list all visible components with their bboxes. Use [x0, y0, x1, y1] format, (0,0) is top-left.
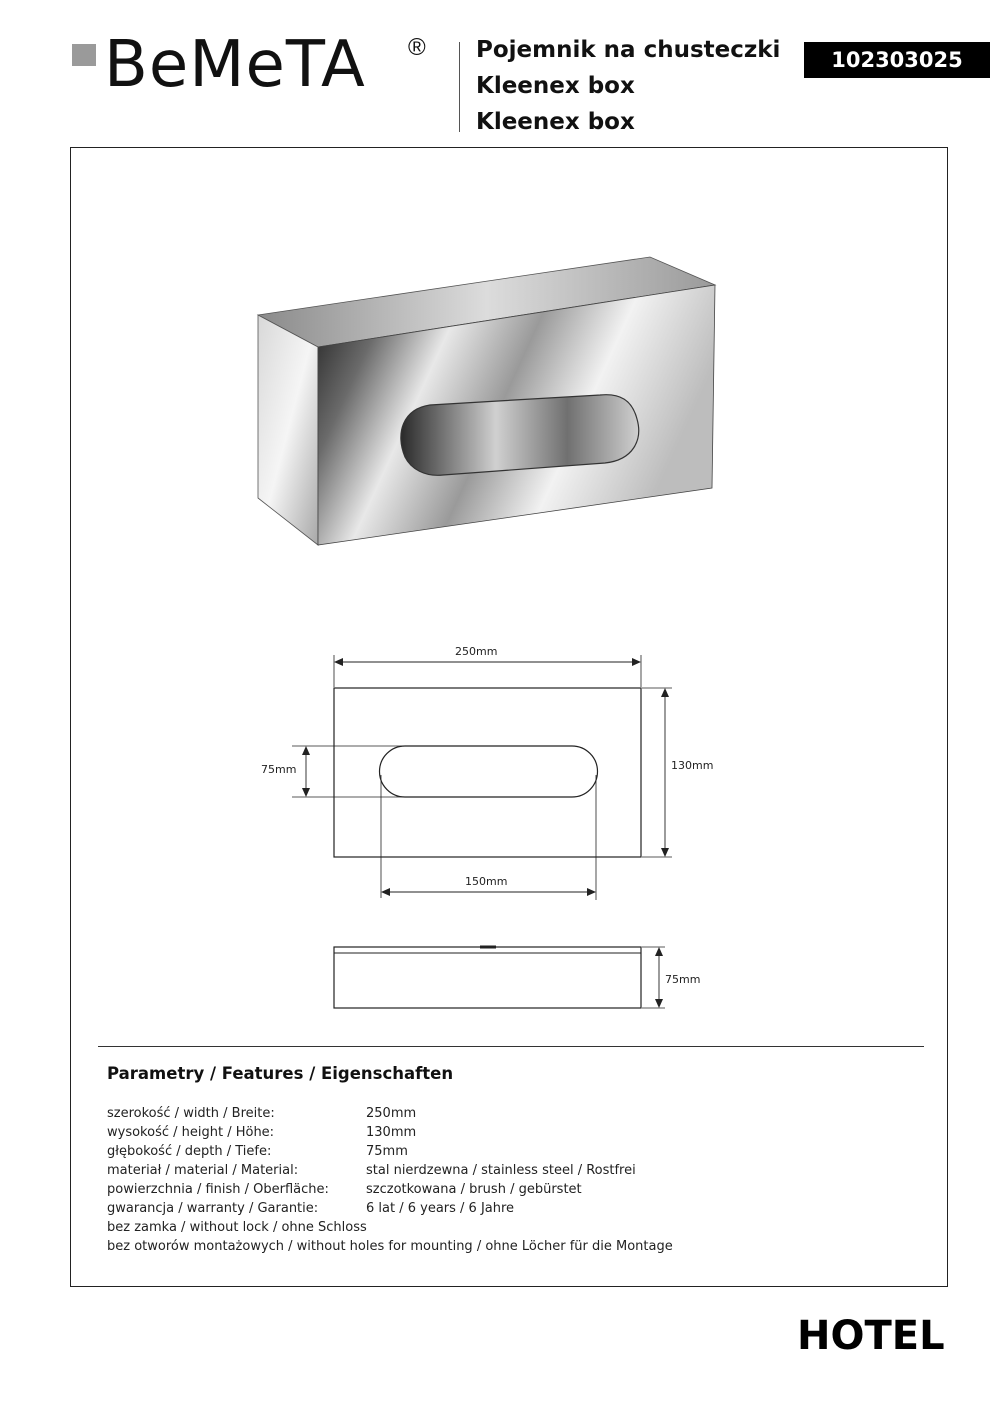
- spec-row-depth: [107, 1142, 408, 1161]
- spec-row-warranty: [107, 1199, 515, 1218]
- features-heading: Parametry / Features / Eigenschaften: [107, 1064, 454, 1083]
- spec-note-lock: bez zamka / without lock / ohne Schloss: [107, 1220, 367, 1235]
- spec-label: wysokość / height / Höhe:: [107, 1125, 275, 1140]
- width-dimension-label: 250mm: [455, 645, 498, 658]
- title-polish: Pojemnik na chusteczki: [476, 37, 781, 63]
- opening-height-label: 75mm: [261, 763, 297, 776]
- spec-row-finish: [107, 1180, 582, 1199]
- spec-label: głębokość / depth / Tiefe:: [107, 1144, 272, 1159]
- slot-outline: [380, 746, 598, 797]
- spec-row-material: [107, 1161, 636, 1180]
- spec-row-height: [107, 1123, 417, 1142]
- spec-value: 6 lat / 6 years / 6 Jahre: [366, 1201, 515, 1216]
- spec-label: gwarancja / warranty / Garantie:: [107, 1201, 319, 1216]
- spec-note-mounting: bez otworów montażowych / without holes for mounting / ohne Löcher für die Montage: [107, 1239, 673, 1254]
- spec-label: powierzchnia / finish / Oberfläche:: [107, 1182, 329, 1197]
- spec-value: stal nierdzewna / stainless steel / Rostfrei: [366, 1163, 636, 1178]
- depth-dimension-label: 75mm: [665, 973, 701, 986]
- spec-value: szczotkowana / brush / gebürstet: [366, 1182, 582, 1197]
- brand-logo: BeMeTA: [104, 28, 366, 102]
- title-english: Kleenex box: [476, 73, 635, 99]
- spec-label: szerokość / width / Breite:: [107, 1106, 275, 1121]
- product-code: 102303025: [804, 42, 990, 78]
- spec-label: materiał / material / Material:: [107, 1163, 299, 1178]
- title-german: Kleenex box: [476, 109, 635, 135]
- spec-value: 75mm: [366, 1144, 408, 1159]
- height-dimension-label: 130mm: [671, 759, 714, 772]
- spec-row-width: [107, 1104, 417, 1123]
- spec-value: 130mm: [366, 1125, 417, 1140]
- features-divider: [98, 1046, 924, 1047]
- spec-value: 250mm: [366, 1106, 417, 1121]
- registered-mark: ®: [408, 34, 426, 61]
- side-view-outline: [334, 947, 641, 1008]
- opening-width-label: 150mm: [465, 875, 508, 888]
- category-label: HOTEL: [797, 1313, 945, 1359]
